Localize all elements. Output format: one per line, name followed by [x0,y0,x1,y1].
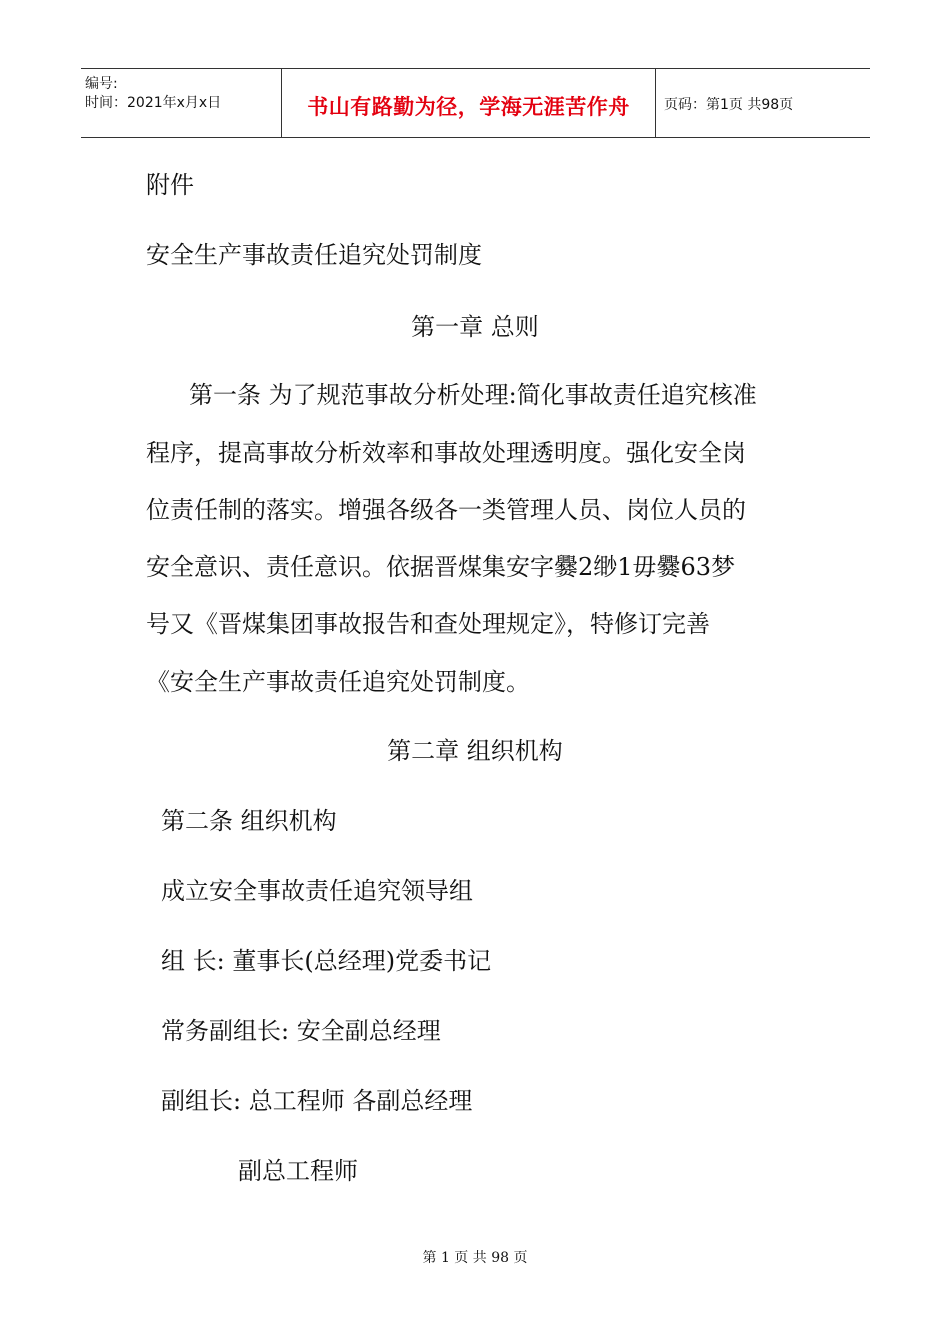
article-1-line-2: 程序，提高事故分析效率和事故处理透明度。强化安全岗 [146,439,746,467]
article-2-heading: 第二条 组织机构 [161,807,337,835]
number-label: 编号: [85,76,118,92]
header-page-cell [656,69,870,137]
document-header [81,68,870,138]
page-footer: 第 1 页 共 98 页 [422,1250,528,1266]
document-title: 安全生产事故责任追究处罚制度 [146,241,482,269]
header-meta-cell [81,69,282,137]
article-1-line-4: 安全意识、责任意识。依据晋煤集安字爨2缈1毋爨63梦 [146,553,736,581]
org-line-5: 副总工程师 [238,1157,358,1185]
header-motto-cell [282,69,656,137]
page-info: 页码：第1页 共98页 [664,97,794,113]
attachment-label: 附件 [146,171,194,199]
org-line-1: 成立安全事故责任追究领导组 [161,877,473,905]
article-1-line-5: 号又《晋煤集团事故报告和查处理规定》，特修订完善 [146,610,710,638]
chapter-2-heading: 第二章 组织机构 [387,737,563,765]
article-1-line-1: 第一条 为了规范事故分析处理:简化事故责任追究核准 [189,381,757,409]
org-line-2: 组 长: 董事长(总经理)党委书记 [161,947,492,975]
org-line-4: 副组长: 总工程师 各副总经理 [161,1087,473,1115]
chapter-1-heading: 第一章 总则 [411,313,539,341]
org-line-3: 常务副组长: 安全副总经理 [161,1017,441,1045]
motto: 书山有路勤为径，学海无涯苦作舟 [307,95,630,119]
article-1-line-3: 位责任制的落实。增强各级各一类管理人员、岗位人员的 [146,496,746,524]
article-1-line-6: 《安全生产事故责任追究处罚制度。 [146,668,530,696]
time-label: 时间：2021年x月x日 [85,95,222,111]
